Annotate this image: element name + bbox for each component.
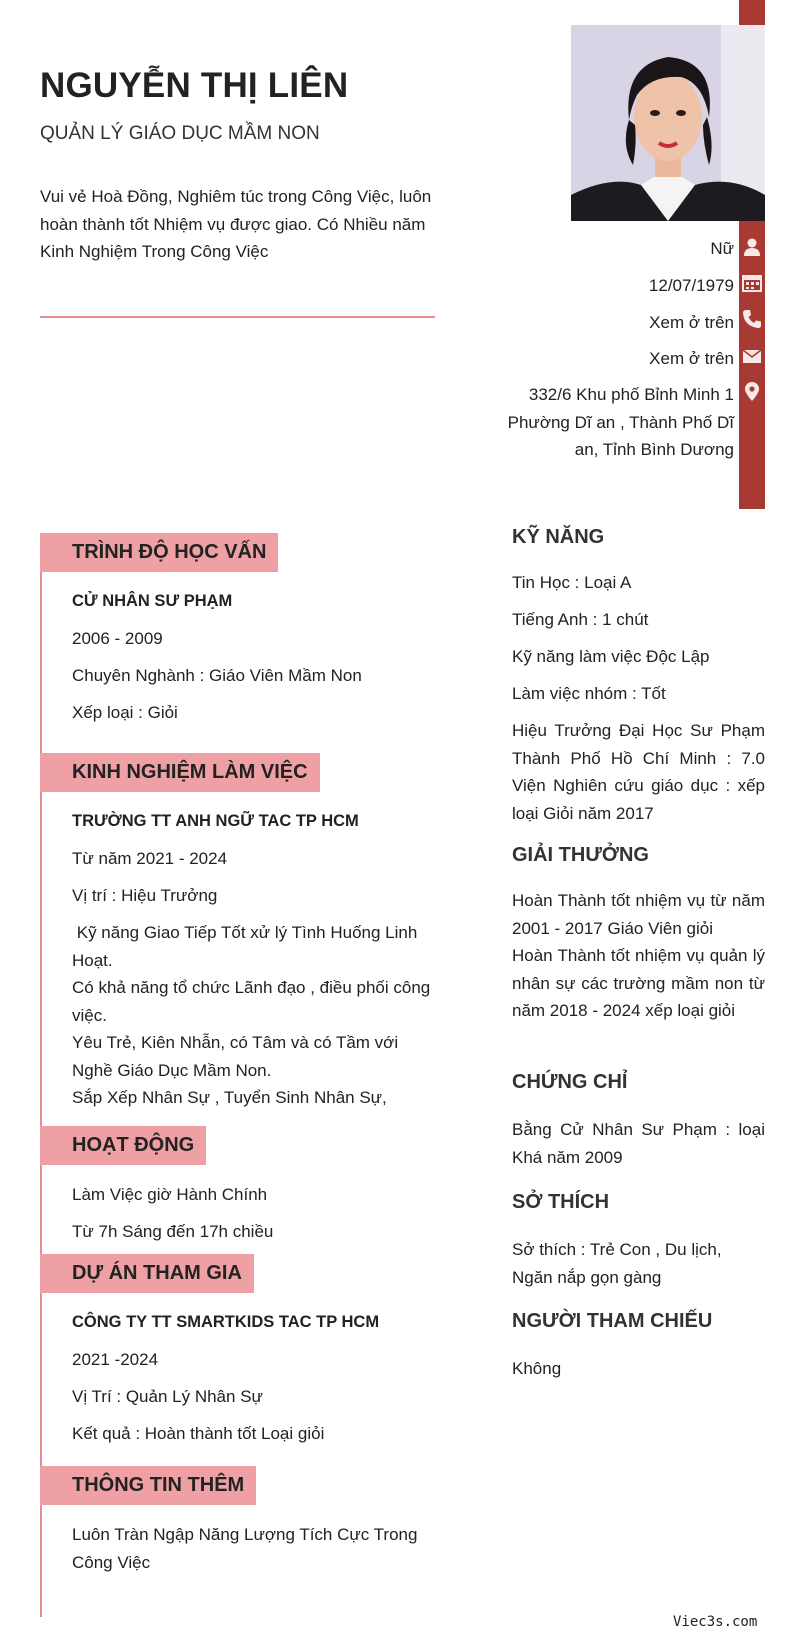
award-line: Hoàn Thành tốt nhiệm vụ từ năm 2001 - 2017 Giáo Viên giỏi	[512, 891, 765, 938]
project-role: Vị Trí : Quản Lý Nhân Sự	[72, 1387, 263, 1406]
project-result: Kết quả : Hoàn thành tốt Loại giỏi	[72, 1424, 325, 1443]
experience-line: Kỹ năng Giao Tiếp Tốt xử lý Tình Huống Linh Hoạt.	[72, 923, 423, 970]
experience-period: Từ năm 2021 - 2024	[72, 849, 228, 868]
profile-photo	[571, 25, 765, 221]
education-years: 2006 - 2009	[72, 629, 163, 648]
hobbies-text: Sở thích : Trẻ Con , Du lịch, Ngăn nắp gọn gàng	[512, 1240, 722, 1287]
location-icon	[741, 380, 763, 402]
activities-heading: HOẠT ĐỘNG	[40, 1126, 206, 1165]
awards-heading: GIẢI THƯỞNG	[512, 844, 649, 866]
skills-heading: KỸ NĂNG	[512, 526, 605, 548]
hobbies-heading: SỞ THÍCH	[512, 1191, 610, 1213]
candidate-name: NGUYỄN THỊ LIÊN	[40, 66, 349, 105]
activity-line: Từ 7h Sáng đến 17h chiều	[72, 1222, 274, 1241]
mail-icon	[741, 345, 763, 367]
education-heading: TRÌNH ĐỘ HỌC VẤN	[40, 533, 278, 572]
references-heading: NGƯỜI THAM CHIẾU	[512, 1310, 713, 1332]
skill-item: Hiệu Trưởng Đại Học Sư Phạm Thành Phố Hồ Chí Minh : 7.0 Viện Nghiên cứu giáo dục : xếp loại Giỏi năm 2017	[512, 721, 765, 823]
award-line: Hoàn Thành tốt nhiệm vụ quản lý nhân sự các trường mầm non từ năm 2018 - 2024 xếp loại giỏi	[512, 946, 765, 1020]
contact-email: Xem ở trên	[649, 349, 734, 368]
experience-position: Vị trí : Hiệu Trưởng	[72, 886, 218, 905]
experience-heading: KINH NGHIỆM LÀM VIỆC	[40, 753, 320, 792]
skill-item: Tin Học : Loại A	[512, 573, 632, 592]
summary-divider	[40, 316, 435, 318]
contact-gender: Nữ	[710, 239, 734, 258]
education-degree: CỬ NHÂN SƯ PHẠM	[72, 592, 233, 610]
education-grade: Xếp loại : Giỏi	[72, 703, 178, 722]
experience-line: Sắp Xếp Nhân Sự , Tuyển Sinh Nhân Sự,	[72, 1088, 387, 1107]
certificates-heading: CHỨNG CHỈ	[512, 1071, 628, 1093]
projects-heading: DỰ ÁN THAM GIA	[40, 1254, 254, 1293]
experience-line: Yêu Trẻ, Kiên Nhẫn, có Tâm và có Tầm với Nghề Giáo Dục Mầm Non.	[72, 1033, 399, 1080]
contact-phone: Xem ở trên	[649, 313, 734, 332]
job-title: QUẢN LÝ GIÁO DỤC MẦM NON	[40, 123, 320, 144]
user-icon	[741, 236, 763, 258]
extra-info-text: Luôn Tràn Ngập Năng Lượng Tích Cực Trong Công Việc	[72, 1525, 418, 1572]
education-major: Chuyên Nghành : Giáo Viên Mầm Non	[72, 666, 362, 685]
project-years: 2021 -2024	[72, 1350, 159, 1369]
activity-line: Làm Việc giờ Hành Chính	[72, 1185, 268, 1204]
project-company: CÔNG TY TT SMARTKIDS TAC TP HCM	[72, 1313, 380, 1331]
phone-icon	[741, 308, 763, 330]
calendar-icon	[741, 272, 763, 294]
timeline-line	[40, 533, 42, 1617]
skill-item: Làm việc nhóm : Tốt	[512, 684, 666, 703]
skill-item: Kỹ năng làm việc Độc Lập	[512, 647, 710, 666]
skill-item: Tiếng Anh : 1 chút	[512, 610, 649, 629]
contact-birthday: 12/07/1979	[648, 276, 734, 295]
extra-info-heading: THÔNG TIN THÊM	[40, 1466, 256, 1505]
profile-summary: Vui vẻ Hoà Đồng, Nghiêm túc trong Công Việc, luôn hoàn thành tốt Nhiệm vụ được giao. Có Nhiều năm Kinh Nghiệm Trong Công Việc	[40, 187, 432, 261]
experience-company: TRƯỜNG TT ANH NGỮ TAC TP HCM	[72, 812, 359, 830]
experience-line: Có khả năng tổ chức Lãnh đạo , điều phối công việc.	[72, 978, 431, 1025]
certificate-text: Bằng Cử Nhân Sư Phạm : loại Khá năm 2009	[512, 1120, 765, 1167]
site-watermark: Viec3s.com	[673, 1614, 758, 1630]
references-text: Không	[512, 1359, 562, 1378]
contact-address: 332/6 Khu phố Bỉnh Minh 1 Phường Dĩ an , Thành Phố Dĩ an, Tỉnh Bình Dương	[507, 385, 734, 459]
